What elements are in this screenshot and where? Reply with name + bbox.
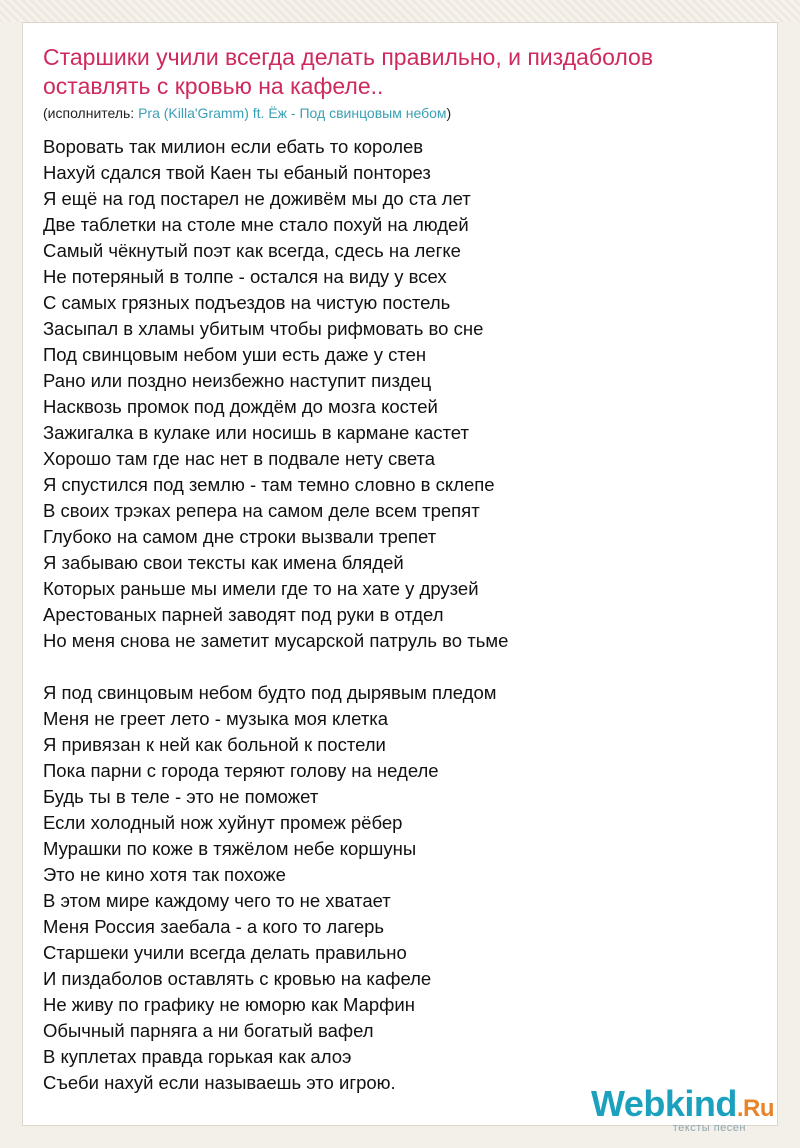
artist-link[interactable]: Pra (Killa'Gramm) ft. Ёж - Под свинцовым небом [138, 105, 447, 121]
lyrics-line: Арестованых парней заводят под руки в отдел [43, 604, 444, 625]
lyrics-line: Если холодный нож хуйнут промеж рёбер [43, 812, 403, 833]
lyrics-verse [43, 134, 743, 654]
lyrics-line: Пока парни с города теряют голову на неделе [43, 760, 439, 781]
lyrics-line: Самый чёкнутый поэт как всегда, сдесь на легке [43, 240, 461, 261]
lyrics-line: Мурашки по коже в тяжёлом небе коршуны [43, 838, 417, 859]
lyrics-line: Не живу по графику не юморю как Марфин [43, 994, 415, 1015]
lyrics-line: В этом мире каждому чего то не хватает [43, 890, 391, 911]
lyrics-line: В своих трэках репера на самом деле всем трепят [43, 500, 480, 521]
lyrics-line: С самых грязных подъездов на чистую постель [43, 292, 451, 313]
lyrics-line: Я спустился под землю - там темно словно в склепе [43, 474, 495, 495]
lyrics-line: Насквозь промок под дождём до мозга костей [43, 396, 438, 417]
lyrics-line: Это не кино хотя так похоже [43, 864, 286, 885]
lyrics-line: Хорошо там где нас нет в подвале нету света [43, 448, 436, 469]
lyrics-line: Меня Россия заебала - а кого то лагерь [43, 916, 385, 937]
lyrics-line: Не потеряный в толпе - остался на виду у всех [43, 266, 447, 287]
lyrics-line: Воровать так милион если ебать то королев [43, 136, 424, 157]
lyrics-line: И пиздаболов оставлять с кровью на кафеле [43, 968, 432, 989]
logo-tld-text: .Ru [736, 1095, 774, 1122]
logo-main-text: Webkind [590, 1083, 737, 1124]
lyrics-line: В куплетах правда горькая как алоэ [43, 1046, 352, 1067]
logo-tagline: тексты песен [672, 1122, 746, 1134]
page-frame [0, 0, 800, 22]
lyrics-line: Съеби нахуй если называешь это игрою. [43, 1072, 396, 1093]
lyrics-line: Я привязан к ней как больной к постели [43, 734, 386, 755]
lyrics-line: Под свинцовым небом уши есть даже у стен [43, 344, 427, 365]
lyrics-line: Рано или поздно неизбежно наступит пиздец [43, 370, 432, 391]
lyrics-line: Я забываю свои тексты как имена блядей [43, 552, 404, 573]
lyrics-verse [43, 680, 743, 1096]
lyrics-line: Меня не греет лето - музыка моя клетка [43, 708, 389, 729]
subtitle-suffix: ) [446, 105, 452, 121]
lyrics-line: Засыпал в хламы убитым чтобы рифмовать во сне [43, 318, 484, 339]
lyrics-line: Две таблетки на столе мне стало похуй на людей [43, 214, 469, 235]
lyrics-line: Которых раньше мы имели где то на хате у друзей [43, 578, 479, 599]
song-subtitle [43, 104, 451, 122]
site-logo[interactable] [591, 1085, 774, 1134]
lyrics-line: Обычный парняга а ни богатый вафел [43, 1020, 374, 1041]
lyrics-body [43, 134, 743, 1122]
lyrics-line: Но меня снова не заметит мусарской патруль во тьме [43, 630, 509, 651]
lyrics-line: Старшеки учили всегда делать правильно [43, 942, 407, 963]
lyrics-line: Зажигалка в кулаке или носишь в кармане кастет [43, 422, 469, 443]
song-title: Старшики учили всегда делать правильно, и пиздаболов оставлять с кровью на кафеле.. [43, 44, 654, 99]
lyrics-line: Я ещё на год постарел не доживём мы до ста лет [43, 188, 471, 209]
lyrics-line: Я под свинцовым небом будто под дырявым пледом [43, 682, 497, 703]
subtitle-prefix: (исполнитель: [43, 105, 139, 121]
lyrics-line: Глубоко на самом дне строки вызвали трепет [43, 526, 437, 547]
lyrics-line: Нахуй сдался твой Каен ты ебаный понторез [43, 162, 431, 183]
lyrics-line: Будь ты в теле - это не поможет [43, 786, 319, 807]
